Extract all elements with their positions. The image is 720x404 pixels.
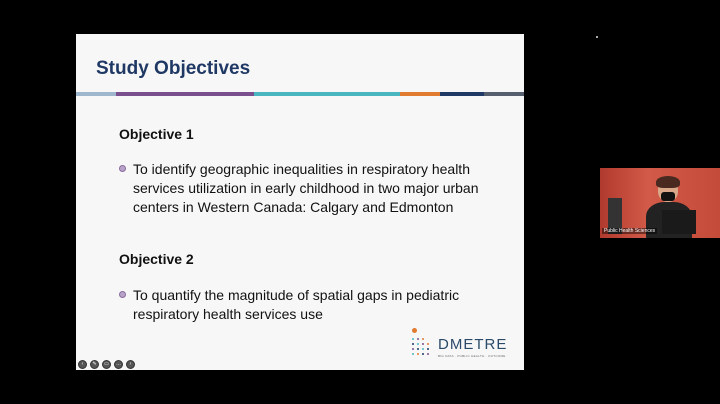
participant-video[interactable] [600,168,720,238]
bullet-icon [119,291,126,298]
objective-2-heading: Objective 2 [119,251,194,267]
forward-icon[interactable]: › [126,360,135,369]
objective-1-text: To identify geographic inequalities in respiratory health services utilization in early childhood in two major urban centers in Western Canada: Calgary and Edmonton [133,161,479,215]
slide-toolbar [78,360,135,369]
bar-segment [76,92,116,96]
presentation-slide [76,34,524,370]
objective-1-heading: Objective 1 [119,126,194,142]
bar-segment [400,92,440,96]
bullet-icon [119,165,126,172]
back-icon[interactable]: ‹ [78,360,87,369]
screen-icon[interactable]: ▭ [102,360,111,369]
monitor [662,210,696,234]
participant-name-label: Public Health Sciences [604,228,656,234]
objective-2-text: To quantify the magnitude of spatial gaps in pediatric respiratory health services use [133,287,460,322]
slide-title: Study Objectives [96,58,251,79]
objective-1-bullet [119,160,523,217]
bar-segment [440,92,484,96]
bar-segment [484,92,524,96]
face-mask [661,192,675,201]
bar-segment [116,92,254,96]
logo-text: DMETRE [438,336,508,353]
more-icon[interactable]: … [116,361,121,367]
title-underline-bars [76,92,524,96]
pen-icon[interactable]: ✎ [90,360,99,369]
dmetre-logo [410,328,520,364]
cursor-dot [596,36,598,38]
bar-segment [254,92,400,96]
person-hair [656,176,680,188]
objective-2-bullet [119,286,523,324]
logo-dots-icon [410,328,434,360]
logo-tagline: BIG DATA · PUBLIC HEALTH · OUTCOME [438,354,506,358]
